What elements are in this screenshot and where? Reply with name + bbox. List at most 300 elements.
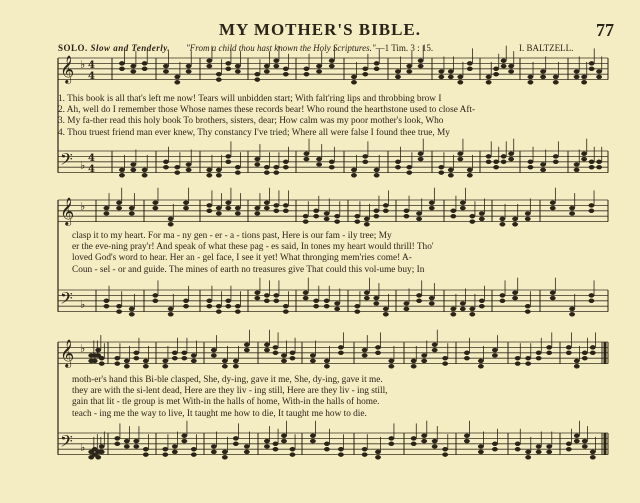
treble-note xyxy=(515,356,520,360)
bass-note xyxy=(304,152,309,156)
treble-note xyxy=(375,351,380,355)
flat-key-signature-icon: ♭ xyxy=(80,298,86,311)
treble-note xyxy=(500,217,505,221)
treble-note xyxy=(211,354,216,358)
bass-note xyxy=(329,160,334,164)
bass-note xyxy=(429,302,434,306)
treble-note xyxy=(574,70,579,74)
flat-key-signature-icon: ♭ xyxy=(80,342,86,355)
bass-note xyxy=(404,302,409,306)
bass-note xyxy=(207,168,212,172)
bass-note xyxy=(432,445,437,449)
bass-note xyxy=(383,307,388,311)
bass-note xyxy=(235,310,240,314)
composer-name: I. BALTZELL. xyxy=(519,43,574,53)
treble-note xyxy=(589,67,594,71)
bass-note xyxy=(274,165,279,169)
bass-note xyxy=(363,160,368,164)
bass-note xyxy=(324,442,329,446)
treble-note xyxy=(191,354,196,358)
flat-key-signature-icon: ♭ xyxy=(80,200,86,213)
bass-note xyxy=(467,173,472,177)
bass-note xyxy=(324,447,329,451)
treble-note xyxy=(574,364,579,368)
treble-note xyxy=(589,209,594,213)
treble-note xyxy=(304,67,309,71)
treble-note xyxy=(411,359,416,363)
treble-note xyxy=(324,212,329,216)
bass-note xyxy=(324,299,329,303)
bass-note xyxy=(460,307,465,311)
bass-note xyxy=(374,168,379,172)
treble-note xyxy=(374,209,379,213)
treble-note xyxy=(264,343,269,347)
treble-note xyxy=(153,206,158,210)
treble-note xyxy=(104,206,109,210)
treble-note xyxy=(175,75,180,79)
treble-note xyxy=(124,359,129,363)
treble-note xyxy=(362,354,367,358)
treble-note xyxy=(404,214,409,218)
treble-note xyxy=(525,217,530,221)
treble-note xyxy=(501,59,506,63)
treble-note xyxy=(168,217,173,221)
lyric-line: 2. Ah, well do I remember those Whose names these records bear! Who round the hearthstone used to close Aft- xyxy=(58,105,476,116)
treble-note xyxy=(124,364,129,368)
treble-note xyxy=(163,359,168,363)
bass-note xyxy=(104,304,109,308)
bass-note xyxy=(222,450,227,454)
bass-note xyxy=(274,171,279,175)
bass-note xyxy=(508,157,513,161)
bass-note xyxy=(364,291,369,295)
bass-note xyxy=(168,307,173,311)
lyrics-system-2 xyxy=(72,231,434,276)
treble-note xyxy=(264,64,269,68)
treble-note xyxy=(191,359,196,363)
treble-note xyxy=(115,362,120,366)
treble-note xyxy=(329,64,334,68)
treble-note xyxy=(464,356,469,360)
bass-note xyxy=(175,165,180,169)
bass-note xyxy=(283,310,288,314)
treble-note xyxy=(550,201,555,205)
treble-note xyxy=(233,359,238,363)
bass-note xyxy=(460,302,465,306)
treble-note xyxy=(429,206,434,210)
bass-note xyxy=(244,445,249,449)
bass-note xyxy=(500,299,505,303)
treble-note xyxy=(129,206,134,210)
bass-note xyxy=(274,299,279,303)
bass-note xyxy=(264,293,269,297)
treble-note xyxy=(303,214,308,218)
bass-note xyxy=(508,152,513,156)
bass-note xyxy=(421,434,426,438)
bass-note xyxy=(264,171,269,175)
bass-note xyxy=(131,168,136,172)
treble-note xyxy=(273,345,278,349)
bass-note xyxy=(550,296,555,300)
treble-note xyxy=(493,72,498,76)
bass-note xyxy=(467,168,472,172)
bass-note xyxy=(324,304,329,308)
bass-note xyxy=(515,442,520,446)
bass-note xyxy=(515,447,520,451)
bass-note xyxy=(226,299,231,303)
bass-note xyxy=(235,171,240,175)
treble-note xyxy=(283,67,288,71)
treble-note xyxy=(175,80,180,84)
bass-note xyxy=(418,152,423,156)
treble-note xyxy=(226,206,231,210)
treble-note xyxy=(334,220,339,224)
bass-note xyxy=(163,453,168,457)
treble-note xyxy=(500,222,505,226)
treble-note xyxy=(329,59,334,63)
treble-note xyxy=(264,201,269,205)
treble-note xyxy=(569,206,574,210)
bass-note xyxy=(211,445,216,449)
treble-note xyxy=(582,351,587,355)
bass-note xyxy=(211,450,216,454)
treble-note xyxy=(226,201,231,205)
treble-note xyxy=(216,78,221,82)
treble-note xyxy=(186,64,191,68)
treble-note xyxy=(104,212,109,216)
treble-note xyxy=(467,67,472,71)
bass-note xyxy=(590,455,595,459)
bass-note xyxy=(525,304,530,308)
bass-note xyxy=(233,436,238,440)
treble-note xyxy=(116,206,121,210)
treble-note xyxy=(590,351,595,355)
bass-note xyxy=(574,163,579,167)
bass-note xyxy=(182,439,187,443)
treble-note xyxy=(581,75,586,79)
bass-note xyxy=(143,453,148,457)
bass-note xyxy=(168,312,173,316)
treble-note xyxy=(458,75,463,79)
treble-note xyxy=(143,359,148,363)
treble-note xyxy=(364,217,369,221)
treble-note xyxy=(134,356,139,360)
treble-note xyxy=(310,354,315,358)
bass-note xyxy=(374,302,379,306)
treble-note xyxy=(374,61,379,65)
treble-note xyxy=(310,359,315,363)
treble-note xyxy=(442,362,447,366)
hymn-title: MY MOTHER'S BIBLE. xyxy=(218,20,422,39)
treble-note xyxy=(115,356,120,360)
treble-note xyxy=(362,348,367,352)
lyric-line: they are with the si-lent dead, Here are they liv - ing still, Here are they liv - ing still, xyxy=(72,386,388,397)
bass-note xyxy=(274,293,279,297)
treble-note xyxy=(283,72,288,76)
treble-note xyxy=(536,356,541,360)
bass-note xyxy=(525,455,530,459)
treble-note xyxy=(163,70,168,74)
bass-note xyxy=(416,299,421,303)
treble-note xyxy=(407,70,412,74)
treble-note xyxy=(429,201,434,205)
treble-note xyxy=(207,209,212,213)
treble-note xyxy=(416,217,421,221)
bass-note xyxy=(355,310,360,314)
bass-note xyxy=(273,442,278,446)
bass-note xyxy=(374,173,379,177)
treble-note xyxy=(528,75,533,79)
treble-note xyxy=(172,351,177,355)
bass-note xyxy=(216,304,221,308)
treble-note xyxy=(451,209,456,213)
treble-note xyxy=(460,201,465,205)
treble-note xyxy=(233,364,238,368)
treble-note xyxy=(142,67,147,71)
bass-note xyxy=(407,165,412,169)
lyrics-system-1 xyxy=(58,94,475,139)
bass-note xyxy=(338,447,343,451)
treble-note xyxy=(464,351,469,355)
bass-note xyxy=(478,450,483,454)
treble-note xyxy=(274,203,279,207)
bass-note xyxy=(536,450,541,454)
bass-note xyxy=(226,160,231,164)
treble-note xyxy=(363,72,368,76)
treble-note xyxy=(172,356,177,360)
bass-note xyxy=(175,171,180,175)
bass-note xyxy=(525,450,530,454)
bass-note xyxy=(479,299,484,303)
bass-note xyxy=(255,296,260,300)
bass-note xyxy=(226,304,231,308)
bass-note xyxy=(273,447,278,451)
bass-note xyxy=(264,445,269,449)
treble-note xyxy=(383,203,388,207)
bass-note xyxy=(163,165,168,169)
bass-note xyxy=(395,165,400,169)
bass-note xyxy=(191,453,196,457)
treble-note xyxy=(550,206,555,210)
treble-note xyxy=(235,64,240,68)
treble-note xyxy=(574,75,579,79)
treble-note xyxy=(338,345,343,349)
bass-note xyxy=(310,434,315,438)
bass-note xyxy=(581,152,586,156)
treble-note xyxy=(290,356,295,360)
bass-note xyxy=(589,165,594,169)
lyric-line: teach - ing me the way to live, It taught me how to die, It taught me how to die. xyxy=(72,408,367,419)
bass-note xyxy=(124,439,129,443)
lyric-line: gain that lit - tle group is met With-in the halls of home, With-in the halls of home. xyxy=(72,397,380,408)
bass-note xyxy=(442,447,447,451)
treble-note xyxy=(255,206,260,210)
treble-note xyxy=(316,64,321,68)
bass-note xyxy=(183,299,188,303)
treble-note xyxy=(364,222,369,226)
flat-key-signature-icon: ♭ xyxy=(80,441,86,454)
bass-note xyxy=(389,436,394,440)
treble-note xyxy=(131,64,136,68)
treble-note xyxy=(404,209,409,213)
bass-note xyxy=(566,442,571,446)
treble-clef-icon: 𝄞 xyxy=(60,339,75,367)
bass-note xyxy=(235,165,240,169)
tempo-marking: Slow and Tenderly. xyxy=(90,43,171,53)
treble-note xyxy=(313,209,318,213)
bass-note xyxy=(186,163,191,167)
lyric-line: Coun - sel - or and guide. The mines of earth no treasures give That could this vol-ume buy; In xyxy=(72,264,425,275)
bass-note xyxy=(596,165,601,169)
bass-note xyxy=(283,160,288,164)
bass-note xyxy=(540,168,545,172)
treble-note xyxy=(525,212,530,216)
bass-clef-icon: 𝄢 xyxy=(60,149,73,173)
treble-note xyxy=(411,364,416,368)
bass-note xyxy=(596,160,601,164)
treble-clef-icon: 𝄞 xyxy=(60,197,75,225)
treble-note xyxy=(395,70,400,74)
bass-note xyxy=(104,299,109,303)
bass-note xyxy=(470,312,475,316)
treble-note xyxy=(163,64,168,68)
lyric-line: 1. This book is all that's left me now! Tears will unbidden start; With falt'ring lips and throbbing brow I xyxy=(58,94,442,104)
treble-note xyxy=(351,75,356,79)
bass-note xyxy=(464,439,469,443)
treble-note xyxy=(222,359,227,363)
bass-note xyxy=(546,445,551,449)
treble-note xyxy=(546,345,551,349)
bass-note xyxy=(207,299,212,303)
bass-note xyxy=(448,168,453,172)
bass-note xyxy=(255,157,260,161)
bass-note xyxy=(116,304,121,308)
bass-note xyxy=(383,312,388,316)
bass-note xyxy=(310,439,315,443)
treble-note xyxy=(235,212,240,216)
treble-note xyxy=(418,59,423,63)
treble-note xyxy=(216,72,221,76)
bass-note xyxy=(479,304,484,308)
treble-note xyxy=(244,343,249,347)
bass-note xyxy=(569,307,574,311)
treble-note xyxy=(274,59,279,63)
bass-note xyxy=(375,450,380,454)
lyric-line: 4. Thou truest friend man ever knew, Thy constancy I've tried; Where all were false I found thee true, My xyxy=(58,127,450,138)
treble-note xyxy=(134,351,139,355)
treble-note xyxy=(492,348,497,352)
bass-note xyxy=(131,163,136,167)
treble-note xyxy=(131,70,136,74)
treble-note xyxy=(143,364,148,368)
bass-note xyxy=(134,445,139,449)
bass-note xyxy=(553,154,558,158)
treble-note xyxy=(418,64,423,68)
treble-note xyxy=(553,80,558,84)
bass-note xyxy=(432,439,437,443)
bass-note xyxy=(493,165,498,169)
bass-note xyxy=(581,157,586,161)
bass-note xyxy=(216,168,221,172)
treble-note xyxy=(304,72,309,76)
treble-note xyxy=(486,80,491,84)
lyric-line: clasp it to my heart. For ma - ny gen - er - a - tions past, Here is our fam - ily tree; My xyxy=(72,231,392,241)
treble-note xyxy=(467,61,472,65)
treble-note xyxy=(407,64,412,68)
treble-note xyxy=(216,212,221,216)
treble-note xyxy=(416,212,421,216)
treble-note xyxy=(508,70,513,74)
treble-note xyxy=(255,72,260,76)
treble-note xyxy=(183,206,188,210)
treble-note xyxy=(255,78,260,82)
treble-note xyxy=(540,70,545,74)
treble-note xyxy=(99,356,104,360)
bass-note xyxy=(281,439,286,443)
treble-note xyxy=(492,354,497,358)
bass-note xyxy=(589,299,594,303)
treble-note xyxy=(207,64,212,68)
bass-note xyxy=(334,307,339,311)
treble-note xyxy=(536,351,541,355)
bass-note xyxy=(163,447,168,451)
treble-note xyxy=(566,351,571,355)
bass-note xyxy=(589,293,594,297)
bass-note xyxy=(501,154,506,158)
bass-note xyxy=(329,165,334,169)
treble-note xyxy=(334,214,339,218)
bass-note xyxy=(421,439,426,443)
bass-note xyxy=(590,450,595,454)
treble-note xyxy=(273,351,278,355)
bass-note xyxy=(582,445,587,449)
bass-note xyxy=(233,442,238,446)
treble-note xyxy=(432,348,437,352)
bass-note xyxy=(207,304,212,308)
bass-note xyxy=(589,160,594,164)
bass-note xyxy=(411,442,416,446)
bass-note xyxy=(283,304,288,308)
bass-note xyxy=(116,310,121,314)
flat-key-signature-icon: ♭ xyxy=(80,159,86,172)
treble-note xyxy=(439,75,444,79)
bass-note xyxy=(222,455,227,459)
bass-note xyxy=(316,157,321,161)
bass-note xyxy=(119,173,124,177)
treble-note xyxy=(589,61,594,65)
treble-note xyxy=(274,209,279,213)
bass-note xyxy=(362,453,367,457)
bass-note xyxy=(512,291,517,295)
treble-note xyxy=(119,61,124,65)
bass-note xyxy=(142,168,147,172)
treble-note xyxy=(486,75,491,79)
treble-note xyxy=(442,356,447,360)
bass-note xyxy=(478,445,483,449)
treble-note xyxy=(290,351,295,355)
treble-note xyxy=(163,364,168,368)
bass-note xyxy=(235,304,240,308)
treble-note xyxy=(96,348,101,352)
bass-note xyxy=(442,453,447,457)
bass-note xyxy=(191,447,196,451)
bass-note xyxy=(582,439,587,443)
bass-note xyxy=(374,296,379,300)
bass-note xyxy=(255,291,260,295)
treble-note xyxy=(119,67,124,71)
treble-note xyxy=(460,206,465,210)
bass-note xyxy=(99,445,104,449)
